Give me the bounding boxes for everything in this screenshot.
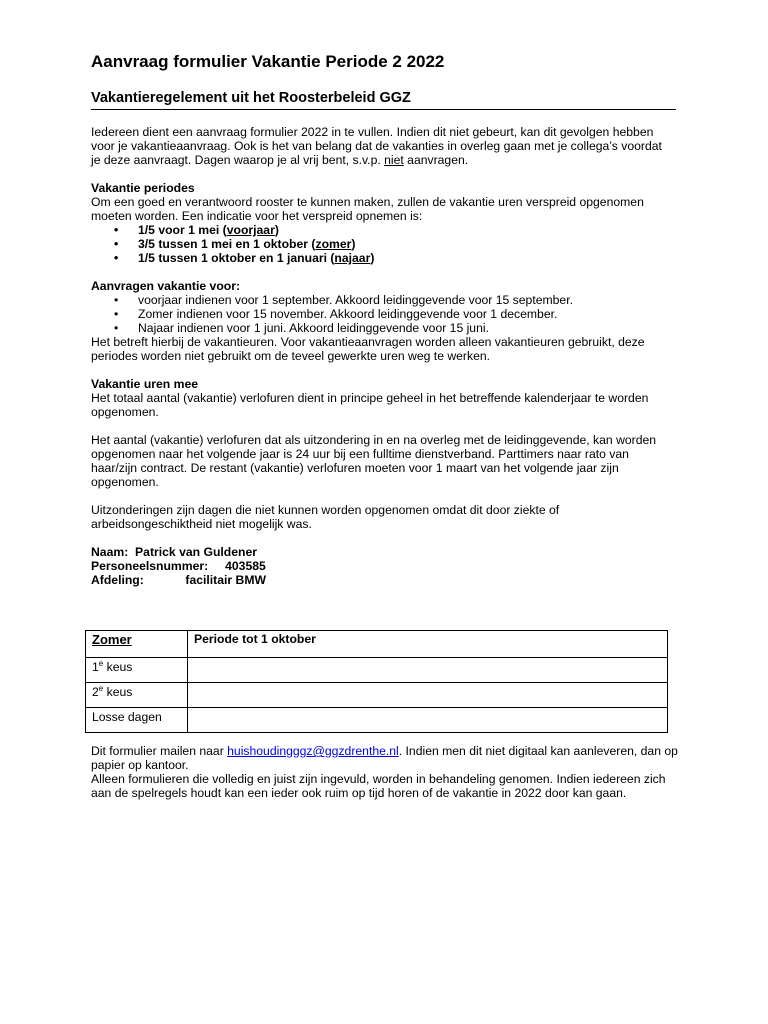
document-title: Aanvraag formulier Vakantie Periode 2 2022 [91, 52, 445, 71]
intro-text-after: aanvragen. [403, 153, 469, 167]
personeelsnummer-label: Personeelsnummer: [91, 559, 209, 573]
footer-mail-paragraph: Dit formulier mailen naar huishoudingggz@ggzdrenthe.nl. Indien men dit niet digitaal kan aanleveren, dan op papier op kantoor. [91, 744, 678, 772]
aanvragen-section [91, 279, 671, 363]
aanvragen-item: • Najaar indienen voor 1 juni. Akkoord leidinggevende voor 15 juni. [91, 321, 671, 335]
periode-item: • 3/5 tussen 1 mei en 1 oktober (zomer) [91, 237, 671, 251]
footer-text: Alleen formulieren die volledig en juist zijn ingevuld, worden in behandeling genomen. Indien iedereen zich aan de spelregels houdt kan een ieder ook ruim op tijd horen of de vakantie in 2022 door kan gaan. [91, 772, 666, 800]
table-input-cell-losse-dagen[interactable] [188, 708, 668, 733]
periodes-section [91, 181, 671, 265]
personeelsnummer-value: 403585 [225, 559, 266, 573]
table-row [86, 708, 668, 733]
personeelsnummer-row [91, 559, 266, 573]
table-header-row [86, 631, 668, 658]
naam-row [91, 545, 257, 559]
intro-underlined-word: niet [384, 153, 404, 167]
intro-paragraph [91, 125, 671, 167]
periodes-list [91, 223, 671, 265]
naam-label: Naam: [91, 545, 129, 559]
periodes-text: Om een goed en verantwoord rooster te kunnen maken, zullen de vakantie uren verspreid opgenomen moeten worden. Een indicatie voor het verspreid opnemen is: [91, 195, 644, 223]
afdeling-row [91, 573, 266, 587]
table-row [86, 658, 668, 683]
vakantie-keus-table [85, 630, 668, 733]
table-row [86, 683, 668, 708]
afdeling-label: Afdeling: [91, 573, 144, 587]
periode-item: • 1/5 tussen 1 oktober en 1 januari (najaar) [91, 251, 671, 265]
table-row-label: 2e keus [86, 683, 188, 708]
periode-item: • 1/5 voor 1 mei (voorjaar) [91, 223, 671, 237]
aanvragen-item: • Zomer indienen voor 15 november. Akkoord leidinggevende voor 1 december. [91, 307, 671, 321]
aanvragen-text: Het betreft hierbij de vakantieuren. Voor vakantieaanvragen worden alleen vakantieuren gebruikt, deze periodes worden niet gebruikt om de teveel gewerkte uren weg te werken. [91, 335, 645, 363]
aanvragen-list [91, 293, 671, 335]
naam-value: Patrick van Guldener [135, 545, 257, 559]
aanvragen-heading: Aanvragen vakantie voor: [91, 279, 241, 293]
table-header-periode: Periode tot 1 oktober [188, 631, 668, 658]
footer-section [91, 744, 681, 800]
aanvragen-item: • voorjaar indienen voor 1 september. Akkoord leidinggevende voor 15 september. [91, 293, 671, 307]
uren-mee-text: Het totaal aantal (vakantie) verlofuren dient in principe geheel in het betreffende kalenderjaar te worden opgenomen. [91, 391, 649, 419]
table-row-label: 1e keus [86, 658, 188, 683]
table-row-label: Losse dagen [86, 708, 188, 733]
afdeling-value: facilitair BMW [185, 573, 266, 587]
table-header-zomer: Zomer [86, 631, 188, 658]
document-subtitle: Vakantieregelement uit het Roosterbeleid GGZ [91, 90, 676, 110]
uitzondering-paragraph: Het aantal (vakantie) verlofuren dat als uitzondering in en na overleg met de leidinggevende, kan worden opgenomen naar het volgende jaar is 24 uur bij een fulltime dienstverband. Parttimers naar rato van haar/zijn contract. De restant (vakantie) verlofuren moeten voor 1 maart van het volgende jaar zijn opgenomen. [91, 433, 657, 489]
table-input-cell-1e-keus[interactable] [188, 658, 668, 683]
table-input-cell-2e-keus[interactable] [188, 683, 668, 708]
uren-mee-heading: Vakantie uren mee [91, 377, 199, 391]
uren-mee-section [91, 377, 671, 419]
email-link[interactable]: huishoudingggz@ggzdrenthe.nl [227, 744, 399, 758]
uitzonderingen-paragraph: Uitzonderingen zijn dagen die niet kunnen worden opgenomen omdat dit door ziekte of arbeidsongeschiktheid niet mogelijk was. [91, 503, 560, 531]
intro-text-before: Iedereen dient een aanvraag formulier 2022 in te vullen. Indien dit niet gebeurt, kan dit gevolgen hebben voor je vakantieaanvraag. Ook is het van belang dat de vakanties in overleg gaan met je collega’s voordat je deze aanvraagt. Dagen waarop je al vrij bent, s.v.p. [91, 125, 662, 167]
periodes-heading: Vakantie periodes [91, 181, 195, 195]
